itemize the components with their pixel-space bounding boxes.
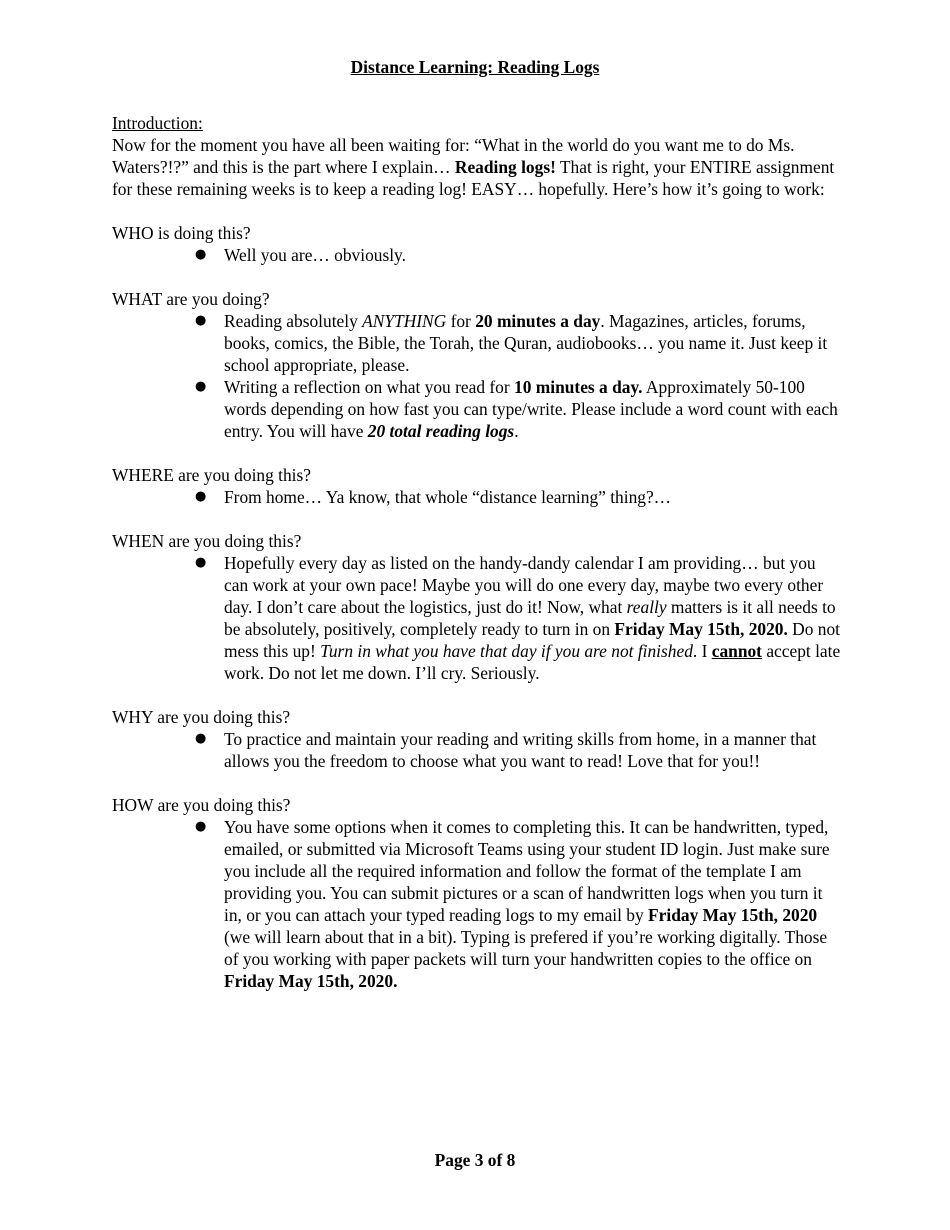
how-bullet: ● You have some options when it comes to completing this. It can be handwritten, typed, emailed, or submitted via Microsoft Teams using your student ID login. Just make sure you include all the required information and follow the format of the template I am providing you. You can submit pictures or a scan of handwritten logs when you turn it in, or you can attach your typed reading logs to my email by Friday May 15th, 2020 (we will learn about that in a bit). Typing is prefered if you’re working digitally. Those of you working with paper packets will turn your handwritten copies to the office on Friday May 15th, 2020. [224, 816, 842, 992]
page-number: Page 3 of 8 [434, 1150, 516, 1170]
how-heading: HOW are you doing this? [112, 795, 291, 815]
who-heading: WHO is doing this? [112, 223, 251, 243]
why-bullet: ● To practice and maintain your reading and writing skills from home, in a manner that allows you the freedom to choose what you want to read! Love that for you!! [224, 728, 842, 772]
when-heading: WHEN are you doing this? [112, 531, 302, 551]
where-list [112, 486, 842, 508]
intro-paragraph: Now for the moment you have all been waiting for: “What in the world do you want me to do Ms. Waters?!?” and this is the part where I explain… Reading logs! That is right, your ENTIRE assignment for these remaining weeks is to keep a reading log! EASY… hopefully. Here’s how it’s going to work: [112, 135, 835, 199]
what-bullet-writing: ● Writing a reflection on what you read for 10 minutes a day. Approximately 50-100 words depending on how fast you can type/write. Please include a word count with each entry. You will have 20 total reading logs. [224, 376, 842, 442]
when-list [112, 552, 842, 684]
where-bullet: ● From home… Ya know, that whole “distance learning” thing?… [224, 486, 842, 508]
why-list [112, 728, 842, 772]
who-bullet: ● Well you are… obviously. [224, 244, 842, 266]
who-list [112, 244, 842, 266]
when-bullet: ● Hopefully every day as listed on the handy-dandy calendar I am providing… but you can work at your own pace! Maybe you will do one every day, maybe two every other day. I don’t care about the logistics, just do it! Now, what really matters is it all needs to be absolutely, positively, completely ready to turn in on Friday May 15th, 2020. Do not mess this up! Turn in what you have that day if you are not finished. I cannot accept late work. Do not let me down. I’ll cry. Seriously. [224, 552, 842, 684]
where-heading: WHERE are you doing this? [112, 465, 311, 485]
page-title: Distance Learning: Reading Logs [350, 57, 600, 77]
why-heading: WHY are you doing this? [112, 707, 291, 727]
reading-logs-emphasis: Reading logs! [454, 157, 556, 177]
what-bullet-reading: ● Reading absolutely ANYTHING for 20 minutes a day. Magazines, articles, forums, books, comics, the Bible, the Torah, the Quran, audiobooks… you name it. Just keep it school appropriate, please. [224, 310, 842, 376]
what-list [112, 310, 842, 442]
intro-heading: Introduction: [112, 113, 203, 133]
document-body [112, 112, 842, 992]
what-heading: WHAT are you doing? [112, 289, 270, 309]
how-list [112, 816, 842, 992]
